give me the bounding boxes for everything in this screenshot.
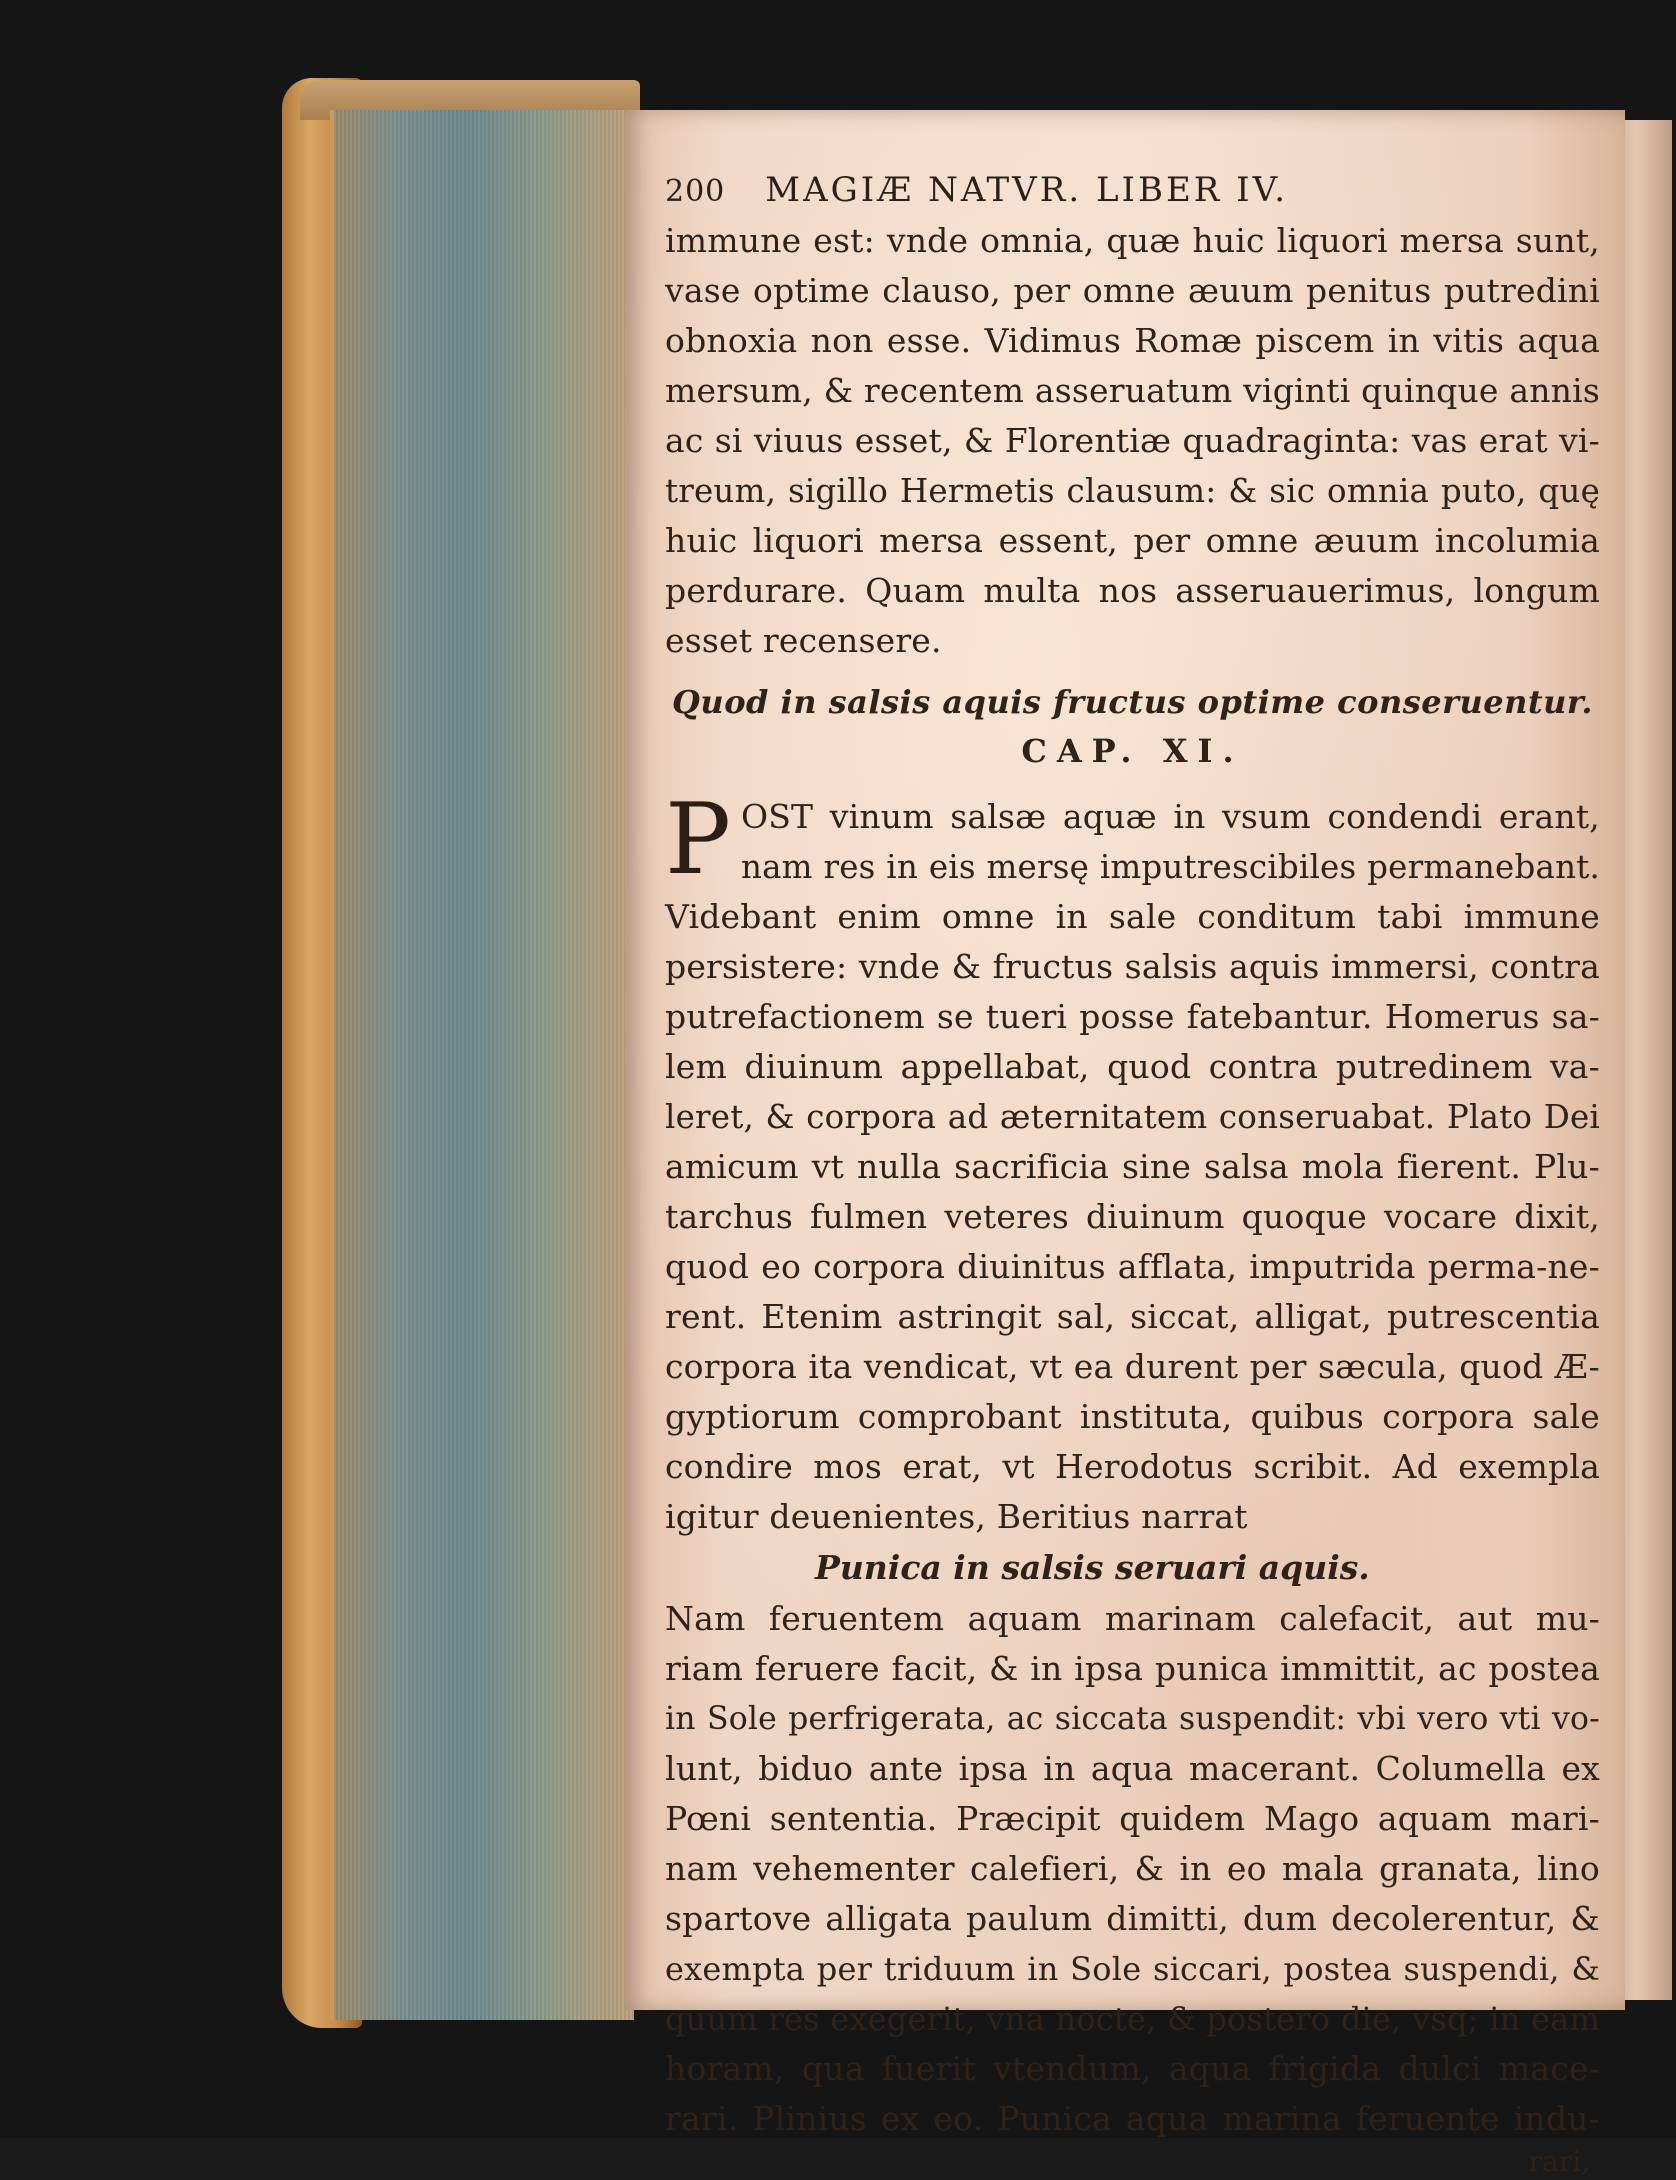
text-line: Videbant enim omne in sale conditum tabi immune [665, 897, 1600, 936]
text-line: huic liquori mersa essent, per omne æuum incolumia [665, 521, 1600, 560]
page-number: 200 [665, 174, 726, 209]
chapter-title: Quod in salsis aquis fructus optime conseruentur. [672, 683, 1593, 721]
text-line: esset recensere. [665, 621, 942, 660]
section-1 [665, 216, 1600, 666]
text-line: condire mos erat, vt Herodotus scribit. Ad exempla [665, 1447, 1600, 1486]
text-line: obnoxia non esse. Vidimus Romæ piscem in vitis aqua [665, 321, 1600, 360]
text-line: tarchus fulmen veteres diuinum quoque vocare dixit, [665, 1197, 1600, 1236]
section-3 [665, 1594, 1600, 2144]
text-line: leret, & corpora ad æternitatem conseruabat. Plato Dei [665, 1098, 1600, 1136]
text-line: riam feruere facit, & in ipsa punica immittit, ac postea [665, 1649, 1600, 1688]
text-line: mersum, & recentem asseruatum viginti quinque annis [665, 371, 1601, 410]
text-line: perdurare. Quam multa nos asseruauerimus, longum [665, 571, 1600, 610]
section-2 [665, 783, 1600, 1542]
text-line: ac si viuus esset, & Florentiæ quadraginta: vas erat vi- [665, 421, 1600, 460]
text-line: quum res exegerit, vna nocte, & postero die, vsq; in eam [665, 2000, 1600, 2038]
text-line: corpora ita vendicat, vt ea durent per sæcula, quod Æ- [665, 1347, 1600, 1386]
catchword: rari, [1528, 2145, 1590, 2178]
text-line: OST vinum salsæ aquæ in vsum condendi erant, [740, 797, 1600, 836]
text-line: rari. Plinius ex eo. Punica aqua marina feruente indu- [665, 2099, 1600, 2138]
running-head [665, 170, 1600, 210]
text-line: treum, sigillo Hermetis clausum: & sic omnia puto, quę [665, 472, 1600, 510]
drop-capital: P [665, 783, 731, 897]
text-line: lunt, biduo ante ipsa in aqua macerant. Columella ex [665, 1749, 1600, 1788]
text-line: putrefactionem se tueri posse fatebantur. Homerus sa- [665, 997, 1600, 1036]
text-line: lem diuinum appellabat, quod contra putredinem va- [665, 1047, 1600, 1086]
text-line: Nam feruentem aquam marinam calefacit, aut mu- [665, 1599, 1600, 1638]
text-line: persistere: vnde & fructus salsis aquis immersi, contra [665, 947, 1600, 986]
text-line: quod eo corpora diuinitus afflata, imputrida perma-ne- [665, 1247, 1600, 1286]
text-line: Pœni sententia. Præcipit quidem Mago aquam mari- [665, 1799, 1600, 1838]
text-line: nam res in eis mersę imputrescibiles permanebant. [740, 848, 1600, 886]
text-line: nam vehementer calefieri, & in eo mala granata, lino [665, 1849, 1600, 1888]
text-line: immune est: vnde omnia, quæ huic liquori mersa sunt, [665, 221, 1600, 260]
text-line: rent. Etenim astringit sal, siccat, alligat, putrescentia [665, 1297, 1600, 1336]
page-text [665, 170, 1600, 2180]
text-line: vase optime clauso, per omne æuum penitus putredini [665, 271, 1600, 310]
text-line: gyptiorum comprobant instituta, quibus corpora sale [665, 1397, 1600, 1436]
chapter-label: CAP. XI. [1021, 732, 1244, 770]
subsection-title: Punica in salsis seruari aquis. [815, 1548, 1370, 1587]
text-line: igitur deuenientes, Beritius narrat [665, 1497, 1248, 1536]
running-title: MAGIÆ NATVR. LIBER IV. [765, 170, 1289, 210]
book-page [625, 110, 1625, 2178]
text-line: horam, qua fuerit vtendum, aqua frigida dulci mace- [665, 2049, 1600, 2088]
text-line: exempta per triduum in Sole siccari, postea suspendi, & [665, 1950, 1600, 1988]
text-line: amicum vt nulla sacrificia sine salsa mola fierent. Plu- [665, 1147, 1600, 1186]
page-fore-edge [330, 110, 634, 2020]
text-line: in Sole perfrigerata, ac siccata suspendit: vbi vero vti vo- [665, 1701, 1600, 1737]
text-line: spartove alligata paulum dimitti, dum decolerentur, & [665, 1899, 1600, 1938]
